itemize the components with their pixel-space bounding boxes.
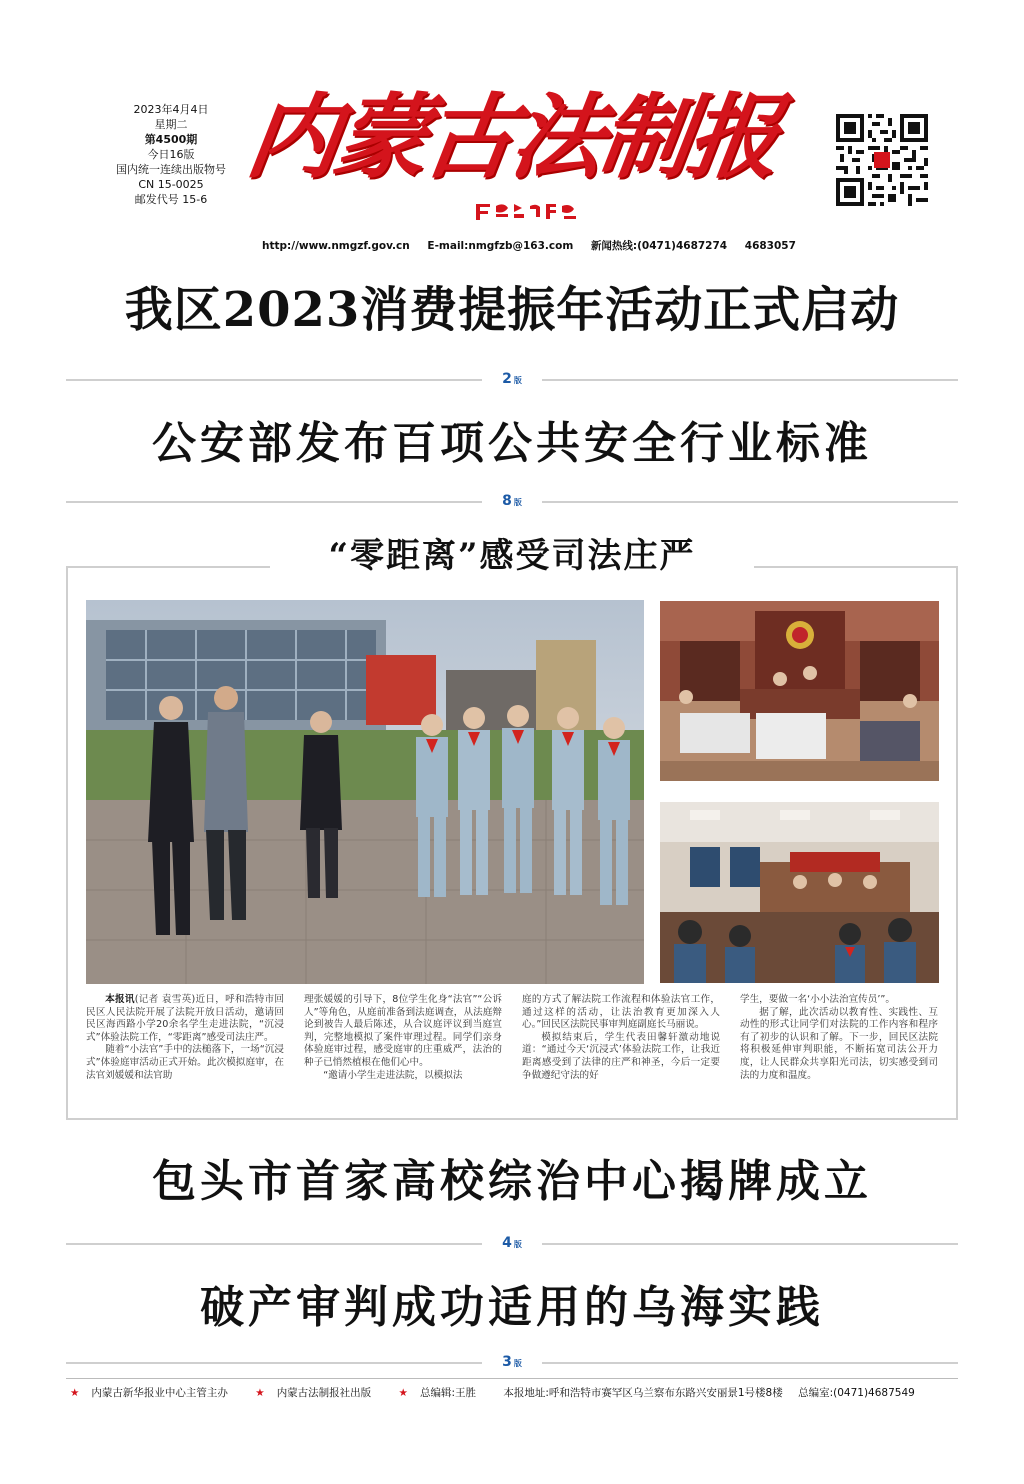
headline-consumption[interactable]: 我区2023消费提振年活动正式启动 xyxy=(124,282,900,338)
news-hotline-2: 4683057 xyxy=(744,240,796,252)
footer-sponsor: ★ 内蒙古新华报业中心主管主办 xyxy=(70,1387,228,1399)
courtroom-photo-1 xyxy=(660,601,939,781)
email-link[interactable]: E-mail:nmgfzb@163.com xyxy=(427,240,574,252)
page-ref-4[interactable]: 4 版 xyxy=(482,1235,542,1253)
article-column-1: 本报讯(记者 袁雪英)近日，呼和浩特市回民区人民法院开展了法院开放日活动，邀请回民区海西路小学20余名学生走进法院，“沉浸式”体验法院工作，“零距离”感受司法庄严。 随着“小法官”手中的法槌落下，一场“沉浸式”体验庭审活动正式开始。此次模拟庭审，在法官刘媛媛和法官助 xyxy=(86,994,285,1081)
footer xyxy=(70,1385,970,1400)
postal-code: 邮发代号 15-6 xyxy=(134,193,208,206)
footer-address: 本报地址:呼和浩特市赛罕区乌兰察布东路兴安丽景1号楼8楼 xyxy=(503,1387,783,1399)
footer-publisher: ★ 内蒙古法制报社出版 xyxy=(255,1387,372,1399)
qr-code xyxy=(836,114,928,206)
serial-label: 国内统一连续出版物号 xyxy=(116,163,226,176)
page-ref-2[interactable]: 2 版 xyxy=(482,371,542,389)
article-column-2: 理张媛媛的引导下，8位学生化身“法官”“公诉人”等角色，从庭前准备到法庭调查，从法庭辩论到被告人最后陈述，从合议庭评议到当庭宣判，完整地模拟了案件审理过程。同学们亲身体验庭审过程，感受庭审的庄重威严，法治的种子已悄然植根在他们心中。 “邀请小学生走进法院，以模拟法 xyxy=(304,994,502,1081)
mongolian-script-logo xyxy=(472,200,582,224)
star-icon: ★ xyxy=(70,1387,80,1399)
footer-editor: ★ 总编辑:王胜 xyxy=(398,1387,476,1399)
footer-office: 总编室:(0471)4687549 xyxy=(798,1387,915,1399)
website-link[interactable]: http://www.nmgzf.gov.cn xyxy=(262,240,410,252)
headline-public-security[interactable]: 公安部发布百项公共安全行业标准 xyxy=(152,418,872,469)
page-ref-8[interactable]: 8 版 xyxy=(482,493,542,511)
newspaper-logo: 内蒙古法制报 xyxy=(240,83,784,191)
article-column-4: 学生，要做一名‘小小法治宣传员’”。 据了解，此次活动以教育性、实践性、互动性的形式让同学们对法院的工作内容和程序有了初步的认识和了解。下一步，回民区法院将积极延伸审判职能，不断拓宽司法公开力度，让人民群众共享阳光司法，切实感受到司法的力度和温度。 xyxy=(740,994,938,1081)
headline-wuhai[interactable]: 破产审判成功适用的乌海实践 xyxy=(200,1282,824,1333)
news-hotline: 新闻热线:(0471)4687274 xyxy=(590,240,728,252)
contact-line xyxy=(262,238,982,253)
courtroom-photo-2 xyxy=(660,802,939,983)
main-photo xyxy=(86,600,644,984)
feature-article xyxy=(86,994,942,1114)
star-icon: ★ xyxy=(398,1387,408,1399)
issue-date: 2023年4月4日 xyxy=(133,103,209,116)
issue-weekday: 星期二 xyxy=(154,118,188,131)
footer-divider xyxy=(66,1378,958,1379)
masthead-meta xyxy=(96,102,246,207)
page-ref-3[interactable]: 3 版 xyxy=(482,1354,542,1372)
page-count: 今日16版 xyxy=(147,148,195,161)
issue-number: 第4500期 xyxy=(144,133,198,146)
cn-number: CN 15-0025 xyxy=(138,178,204,191)
article-column-3: 庭的方式了解法院工作流程和体验法官工作，通过这样的活动，让法治教育更加深入人心。”回民区法院民事审判庭副庭长马丽说。 模拟结束后，学生代表田馨轩激动地说道：“通过今天‘沉浸式’体验法院工作，让我近距离感受到了法律的庄严和神圣，今后一定要争做遵纪守法的好 xyxy=(522,994,720,1081)
star-icon: ★ xyxy=(255,1387,265,1399)
feature-title[interactable]: “零距离”感受司法庄严 xyxy=(270,534,754,578)
headline-baotou[interactable]: 包头市首家高校综治中心揭牌成立 xyxy=(152,1156,872,1207)
